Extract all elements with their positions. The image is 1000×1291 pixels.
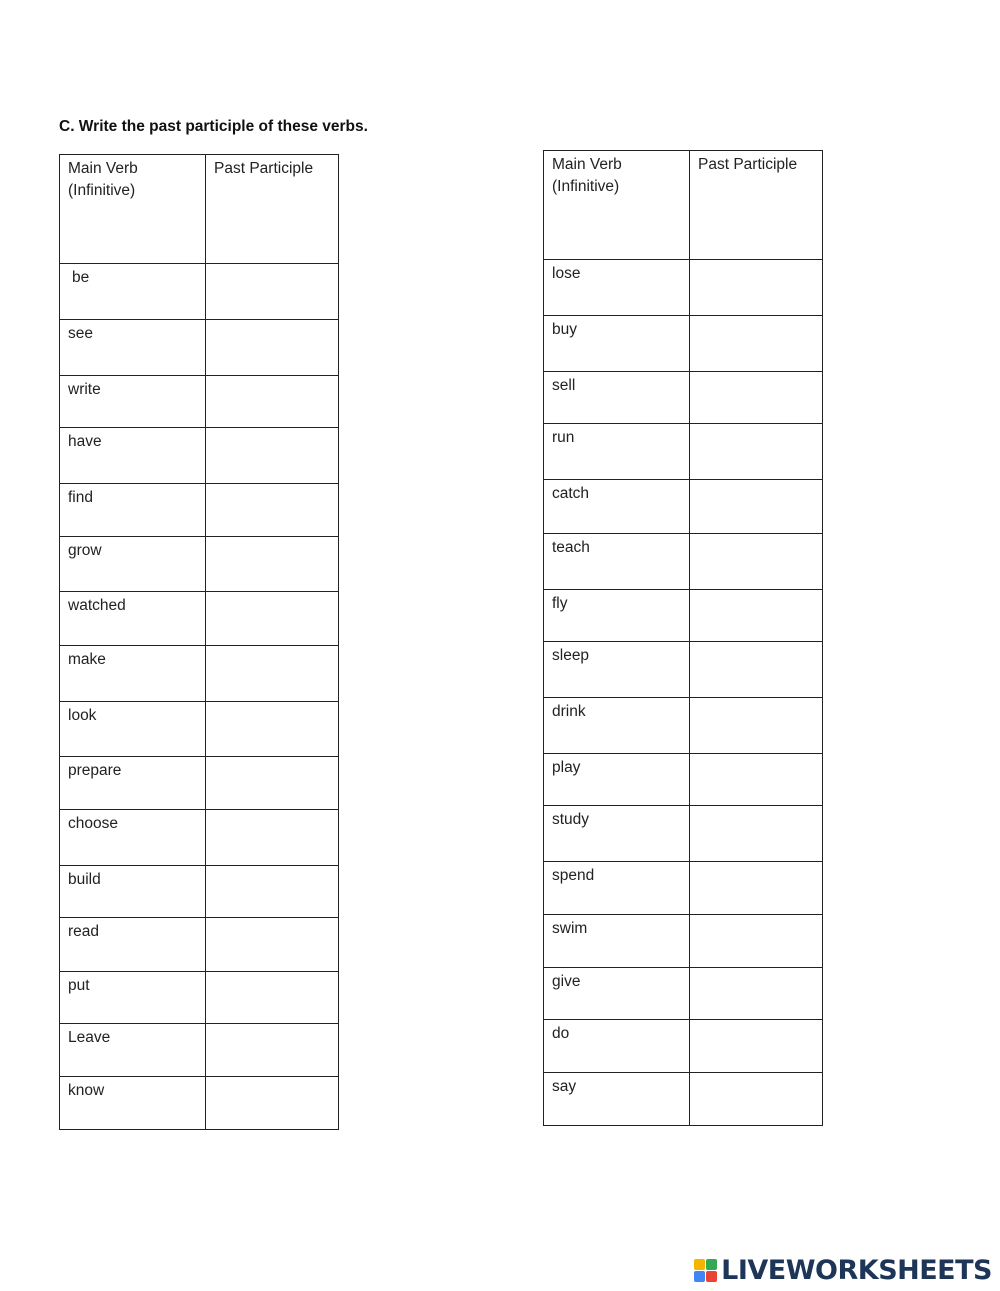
verb-cell: buy (544, 316, 690, 372)
table-row (60, 592, 339, 646)
past-participle-input[interactable] (206, 1024, 338, 1048)
past-participle-input[interactable] (206, 918, 338, 942)
logo-square (694, 1271, 705, 1282)
instruction-heading: C. Write the past participle of these verbs. (59, 118, 368, 135)
verb-cell: build (60, 866, 206, 918)
past-participle-input[interactable] (206, 810, 338, 834)
past-participle-input[interactable] (206, 428, 338, 452)
past-participle-cell[interactable] (206, 866, 339, 918)
past-participle-cell[interactable] (690, 1073, 823, 1126)
past-participle-input[interactable] (206, 757, 338, 781)
table-row (60, 918, 339, 972)
verb-cell: swim (544, 915, 690, 968)
table-row (544, 1020, 823, 1073)
past-participle-cell[interactable] (690, 968, 823, 1020)
brand-name: LIVEWORKSHEETS (721, 1254, 992, 1286)
logo-square (694, 1259, 705, 1270)
verb-cell: be (60, 264, 206, 320)
main-verb-header (544, 151, 690, 260)
verb-cell: run (544, 424, 690, 480)
past-participle-cell[interactable] (690, 372, 823, 424)
past-participle-input[interactable] (690, 968, 822, 992)
main-verb-label: Main Verb (68, 160, 138, 177)
table-row (544, 915, 823, 968)
past-participle-cell[interactable] (206, 972, 339, 1024)
verb-cell: watched (60, 592, 206, 646)
verb-cell: do (544, 1020, 690, 1073)
verb-cell: make (60, 646, 206, 702)
verb-cell: find (60, 484, 206, 537)
table-header-row (544, 151, 823, 260)
verb-cell: have (60, 428, 206, 484)
table-row (544, 534, 823, 590)
verb-cell: study (544, 806, 690, 862)
table-row (60, 646, 339, 702)
table-row (60, 702, 339, 757)
main-verb-label: Main Verb (552, 156, 622, 173)
table-row (60, 1024, 339, 1077)
verb-cell: lose (544, 260, 690, 316)
past-participle-cell[interactable] (690, 698, 823, 754)
past-participle-header: Past Participle (206, 155, 339, 264)
verb-cell: see (60, 320, 206, 376)
verb-cell: say (544, 1073, 690, 1126)
past-participle-input[interactable] (206, 1077, 338, 1101)
past-participle-cell[interactable] (690, 424, 823, 480)
verb-cell: drink (544, 698, 690, 754)
past-participle-input[interactable] (690, 372, 822, 396)
table-row (544, 698, 823, 754)
table-row (60, 320, 339, 376)
table-row (60, 376, 339, 428)
past-participle-cell[interactable] (206, 1077, 339, 1130)
past-participle-input[interactable] (206, 376, 338, 400)
past-participle-cell[interactable] (690, 1020, 823, 1073)
table-row (544, 590, 823, 642)
verb-cell: sleep (544, 642, 690, 698)
past-participle-input[interactable] (690, 534, 822, 558)
table-row (60, 972, 339, 1024)
verb-cell: choose (60, 810, 206, 866)
verb-cell: teach (544, 534, 690, 590)
past-participle-input[interactable] (206, 537, 338, 561)
past-participle-input[interactable] (690, 260, 822, 284)
table-row (544, 316, 823, 372)
past-participle-cell[interactable] (690, 480, 823, 534)
past-participle-input[interactable] (690, 424, 822, 448)
verb-cell: grow (60, 537, 206, 592)
past-participle-input[interactable] (690, 915, 822, 939)
logo-square (706, 1271, 717, 1282)
past-participle-cell[interactable] (206, 592, 339, 646)
past-participle-input[interactable] (690, 1020, 822, 1044)
past-participle-cell[interactable] (206, 1024, 339, 1077)
verb-cell: spend (544, 862, 690, 915)
past-participle-input[interactable] (206, 484, 338, 508)
verb-cell: sell (544, 372, 690, 424)
table-row (544, 968, 823, 1020)
table-row (60, 484, 339, 537)
past-participle-input[interactable] (690, 642, 822, 666)
table-row (544, 862, 823, 915)
past-participle-cell[interactable] (690, 316, 823, 372)
past-participle-cell[interactable] (206, 646, 339, 702)
past-participle-cell[interactable] (206, 320, 339, 376)
verb-cell: write (60, 376, 206, 428)
table-row (60, 264, 339, 320)
verb-cell: give (544, 968, 690, 1020)
infinitive-label: (Infinitive) (552, 178, 620, 195)
past-participle-cell[interactable] (206, 810, 339, 866)
past-participle-input[interactable] (690, 1073, 822, 1097)
table-row (544, 260, 823, 316)
infinitive-label: (Infinitive) (68, 182, 136, 199)
table-row (60, 428, 339, 484)
past-participle-input[interactable] (206, 866, 338, 890)
past-participle-input[interactable] (690, 754, 822, 778)
logo-square (706, 1259, 717, 1270)
verb-cell: catch (544, 480, 690, 534)
table-row (60, 866, 339, 918)
past-participle-cell[interactable] (206, 757, 339, 810)
past-participle-cell[interactable] (690, 862, 823, 915)
table-row (544, 754, 823, 806)
verb-table-left (59, 154, 339, 1130)
table-row (544, 642, 823, 698)
past-participle-cell[interactable] (206, 537, 339, 592)
table-row (544, 1073, 823, 1126)
logo-mark-icon (694, 1259, 717, 1282)
past-participle-cell[interactable] (206, 918, 339, 972)
verb-cell: fly (544, 590, 690, 642)
verb-cell: look (60, 702, 206, 757)
verb-cell: Leave (60, 1024, 206, 1077)
table-row (60, 810, 339, 866)
table-row (60, 1077, 339, 1130)
table-header-row (60, 155, 339, 264)
verb-cell: put (60, 972, 206, 1024)
verb-cell: prepare (60, 757, 206, 810)
table-row (60, 757, 339, 810)
past-participle-cell[interactable] (690, 534, 823, 590)
past-participle-input[interactable] (690, 806, 822, 830)
verb-cell: know (60, 1077, 206, 1130)
past-participle-cell[interactable] (206, 484, 339, 537)
table-row (544, 806, 823, 862)
past-participle-cell[interactable] (206, 376, 339, 428)
past-participle-cell[interactable] (690, 642, 823, 698)
past-participle-input[interactable] (690, 480, 822, 504)
past-participle-cell[interactable] (206, 702, 339, 757)
past-participle-cell[interactable] (690, 590, 823, 642)
past-participle-input[interactable] (206, 972, 338, 996)
liveworksheets-logo (694, 1255, 992, 1285)
verb-cell: play (544, 754, 690, 806)
table-row (544, 480, 823, 534)
past-participle-cell[interactable] (690, 754, 823, 806)
verb-cell: read (60, 918, 206, 972)
main-verb-header (60, 155, 206, 264)
past-participle-cell[interactable] (206, 264, 339, 320)
past-participle-input[interactable] (206, 702, 338, 726)
table-row (544, 424, 823, 480)
past-participle-input[interactable] (206, 264, 338, 288)
table-row (60, 537, 339, 592)
past-participle-cell[interactable] (690, 806, 823, 862)
past-participle-input[interactable] (690, 698, 822, 722)
table-row (544, 372, 823, 424)
verb-table-right (543, 150, 823, 1126)
past-participle-input[interactable] (690, 862, 822, 886)
past-participle-input[interactable] (206, 320, 338, 344)
past-participle-input[interactable] (206, 592, 338, 616)
past-participle-input[interactable] (690, 590, 822, 614)
past-participle-cell[interactable] (206, 428, 339, 484)
past-participle-header: Past Participle (690, 151, 823, 260)
past-participle-cell[interactable] (690, 915, 823, 968)
past-participle-input[interactable] (206, 646, 338, 670)
past-participle-input[interactable] (690, 316, 822, 340)
past-participle-cell[interactable] (690, 260, 823, 316)
